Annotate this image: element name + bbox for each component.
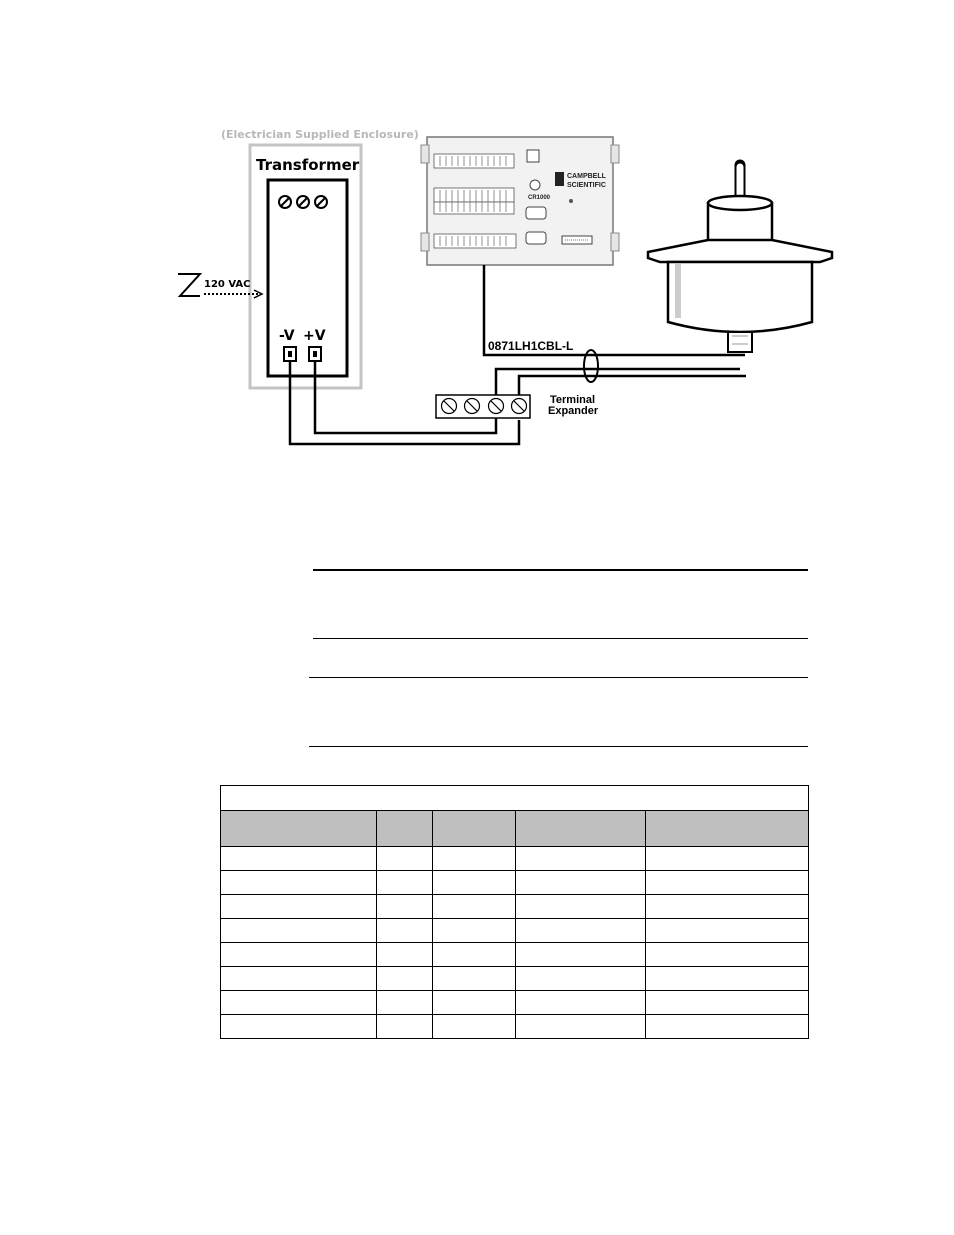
table-header-cell (433, 811, 516, 847)
table-row (221, 847, 809, 871)
table-cell (221, 967, 377, 991)
table-cell (516, 871, 646, 895)
table-cell (646, 991, 809, 1015)
table-row (221, 967, 809, 991)
datalogger-logo-badge (555, 172, 564, 186)
table-row (221, 895, 809, 919)
transformer-screw-terminals (279, 196, 327, 208)
table-cell (516, 1015, 646, 1039)
table-cell (516, 895, 646, 919)
expander-label-line1: Terminal (550, 394, 596, 406)
table-cell (221, 871, 377, 895)
table-cell (646, 967, 809, 991)
table-cell (377, 967, 433, 991)
enclosure-label: (Electrician Supplied Enclosure) (221, 128, 419, 141)
table-cell (377, 847, 433, 871)
table-cell (433, 847, 516, 871)
top-rule-1 (313, 569, 808, 571)
table-cell (516, 943, 646, 967)
datalogger-rs232-port (526, 232, 546, 244)
table-header-cell (221, 811, 377, 847)
table-cell (516, 991, 646, 1015)
datalogger-brand-line2: SCIENTIFIC (567, 182, 606, 189)
table-row (221, 871, 809, 895)
table-cell (646, 919, 809, 943)
table-cell (377, 943, 433, 967)
table-header-cell (646, 811, 809, 847)
pos-v-label: +V (303, 328, 326, 344)
table-cell (377, 871, 433, 895)
expander-label-line2: Expander (548, 405, 599, 417)
table-cell (433, 1015, 516, 1039)
sensor-connector (728, 332, 752, 352)
cable-label: 0871LH1CBL-L (488, 339, 574, 353)
table-row (221, 1015, 809, 1039)
sensor (648, 165, 832, 352)
table-cell (516, 967, 646, 991)
table-cell (377, 1015, 433, 1039)
table-row (221, 919, 809, 943)
table-caption-row (221, 786, 809, 811)
table-cell (433, 991, 516, 1015)
table-caption (221, 786, 809, 811)
neg-v-label: -V (279, 328, 295, 344)
table-cell (221, 1015, 377, 1039)
datalogger-cs-io-port (526, 207, 546, 219)
table-cell (221, 919, 377, 943)
table-cell (433, 967, 516, 991)
wiring-table (220, 785, 809, 1039)
table-cell (377, 919, 433, 943)
top-rule-4 (309, 746, 808, 747)
table-row (221, 991, 809, 1015)
top-rule-2 (313, 638, 808, 639)
table-cell (433, 895, 516, 919)
top-rule-3 (309, 677, 808, 678)
datalogger-power-port (527, 150, 539, 162)
table-cell (516, 847, 646, 871)
table-cell (377, 895, 433, 919)
table-cell (516, 919, 646, 943)
table-cell (646, 1015, 809, 1039)
transformer (268, 180, 347, 376)
datalogger-keypad-dial (530, 180, 540, 190)
table-header-cell (516, 811, 646, 847)
table-cell (646, 871, 809, 895)
table-cell (433, 871, 516, 895)
table-cell (646, 943, 809, 967)
table-cell (221, 847, 377, 871)
table-cell (221, 943, 377, 967)
table-cell (433, 943, 516, 967)
transformer-title: Transformer (256, 156, 360, 174)
table-cell (433, 919, 516, 943)
table-header-cell (377, 811, 433, 847)
terminal-expander (436, 395, 530, 418)
table-cell (377, 991, 433, 1015)
datalogger-brand-line1: CAMPBELL (567, 173, 606, 180)
table-row (221, 943, 809, 967)
wiring-table-body (221, 786, 809, 1039)
table-cell (646, 895, 809, 919)
sensor-wire (519, 376, 746, 396)
datalogger (421, 137, 619, 265)
datalogger-model: CR1000 (528, 195, 551, 201)
table-cell (646, 847, 809, 871)
vac-label: 120 VAC (204, 279, 251, 290)
table-cell (221, 895, 377, 919)
wiring-diagram (0, 0, 954, 470)
table-header-row (221, 811, 809, 847)
table-cell (221, 991, 377, 1015)
